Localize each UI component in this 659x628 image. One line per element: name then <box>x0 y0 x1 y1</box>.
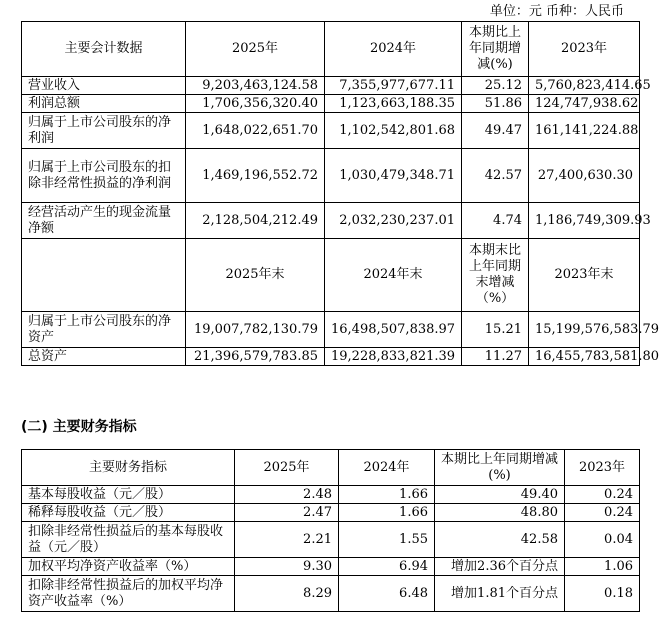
value-cell: 1,102,542,801.68 <box>325 113 462 149</box>
table-row <box>22 113 640 149</box>
table-subheader-row <box>22 239 640 312</box>
value-cell: 15.21 <box>462 312 529 348</box>
value-cell: 51.86 <box>462 95 529 113</box>
header-cell <box>22 239 186 312</box>
header-cell: 本期末比上年同期末增减（%） <box>462 239 529 312</box>
header-cell: 主要财务指标 <box>22 450 235 486</box>
row-label: 扣除非经常性损益后的加权平均净资产收益率（%） <box>22 576 235 612</box>
row-label: 经营活动产生的现金流量净额 <box>22 203 186 239</box>
value-cell: 4.74 <box>462 203 529 239</box>
row-label: 营业收入 <box>22 77 186 95</box>
header-cell: 主要会计数据 <box>22 22 186 77</box>
value-cell: 48.80 <box>435 504 565 522</box>
row-label: 总资产 <box>22 348 186 366</box>
table-row <box>22 504 640 522</box>
table-header-row <box>22 22 640 77</box>
table-row <box>22 576 640 612</box>
value-cell: 5,760,823,414.65 <box>529 77 640 95</box>
value-cell: 8.29 <box>235 576 339 612</box>
value-cell: 1,123,663,188.35 <box>325 95 462 113</box>
header-cell: 2024年末 <box>325 239 462 312</box>
value-cell: 0.24 <box>565 486 640 504</box>
value-cell: 9.30 <box>235 558 339 576</box>
table-row <box>22 348 640 366</box>
value-cell: 1,706,356,320.40 <box>186 95 325 113</box>
unit-currency-note: 单位：元 币种：人民币 <box>489 4 624 19</box>
value-cell: 2,032,230,237.01 <box>325 203 462 239</box>
value-cell: 42.58 <box>435 522 565 558</box>
row-label: 利润总额 <box>22 95 186 113</box>
header-cell: 2025年 <box>186 22 325 77</box>
value-cell: 2.47 <box>235 504 339 522</box>
value-cell: 1.66 <box>339 504 435 522</box>
value-cell: 6.48 <box>339 576 435 612</box>
value-cell: 25.12 <box>462 77 529 95</box>
row-label: 归属于上市公司股东的扣除非经常性损益的净利润 <box>22 149 186 203</box>
table-row <box>22 149 640 203</box>
value-cell: 16,455,783,581.80 <box>529 348 640 366</box>
accounting-data-table <box>21 21 659 366</box>
value-cell: 19,007,782,130.79 <box>186 312 325 348</box>
value-cell: 1,648,022,651.70 <box>186 113 325 149</box>
value-cell: 2,128,504,212.49 <box>186 203 325 239</box>
value-cell: 1,469,196,552.72 <box>186 149 325 203</box>
value-cell: 16,498,507,838.97 <box>325 312 462 348</box>
value-cell: 6.94 <box>339 558 435 576</box>
row-label: 归属于上市公司股东的净资产 <box>22 312 186 348</box>
header-cell: 本期比上年同期增减(%) <box>462 22 529 77</box>
row-label: 归属于上市公司股东的净利润 <box>22 113 186 149</box>
header-cell: 2024年 <box>339 450 435 486</box>
financial-indicators-table <box>21 449 640 612</box>
value-cell: 42.57 <box>462 149 529 203</box>
value-cell: 1.06 <box>565 558 640 576</box>
table-header-row <box>22 450 640 486</box>
table-row <box>22 522 640 558</box>
value-cell: 2.48 <box>235 486 339 504</box>
table-row <box>22 77 640 95</box>
value-cell: 161,141,224.88 <box>529 113 640 149</box>
value-cell: 1.55 <box>339 522 435 558</box>
row-label: 扣除非经常性损益后的基本每股收益（元／股） <box>22 522 235 558</box>
header-cell: 2023年末 <box>529 239 640 312</box>
value-cell: 1,186,749,309.93 <box>529 203 640 239</box>
value-cell: 1.66 <box>339 486 435 504</box>
value-cell: 1,030,479,348.71 <box>325 149 462 203</box>
section-title: (二) 主要财务指标 <box>21 419 137 435</box>
header-cell: 2025年 <box>235 450 339 486</box>
header-cell: 本期比上年同期增减(%) <box>435 450 565 486</box>
value-cell: 21,396,579,783.85 <box>186 348 325 366</box>
table-row <box>22 558 640 576</box>
table-row <box>22 95 640 113</box>
value-cell: 15,199,576,583.79 <box>529 312 640 348</box>
table-row <box>22 486 640 504</box>
value-cell: 增加2.36个百分点 <box>435 558 565 576</box>
value-cell: 19,228,833,821.39 <box>325 348 462 366</box>
value-cell: 49.40 <box>435 486 565 504</box>
value-cell: 0.18 <box>565 576 640 612</box>
row-label: 加权平均净资产收益率（%） <box>22 558 235 576</box>
value-cell: 49.47 <box>462 113 529 149</box>
value-cell: 0.24 <box>565 504 640 522</box>
value-cell: 27,400,630.30 <box>529 149 640 203</box>
value-cell: 2.21 <box>235 522 339 558</box>
value-cell: 0.04 <box>565 522 640 558</box>
value-cell: 增加1.81个百分点 <box>435 576 565 612</box>
value-cell: 11.27 <box>462 348 529 366</box>
header-cell: 2024年 <box>325 22 462 77</box>
value-cell: 9,203,463,124.58 <box>186 77 325 95</box>
row-label: 稀释每股收益（元／股） <box>22 504 235 522</box>
header-cell: 2025年末 <box>186 239 325 312</box>
table-row <box>22 203 640 239</box>
value-cell: 124,747,938.62 <box>529 95 640 113</box>
row-label: 基本每股收益（元／股） <box>22 486 235 504</box>
header-cell: 2023年 <box>529 22 640 77</box>
header-cell: 2023年 <box>565 450 640 486</box>
table-row <box>22 312 640 348</box>
value-cell: 7,355,977,677.11 <box>325 77 462 95</box>
